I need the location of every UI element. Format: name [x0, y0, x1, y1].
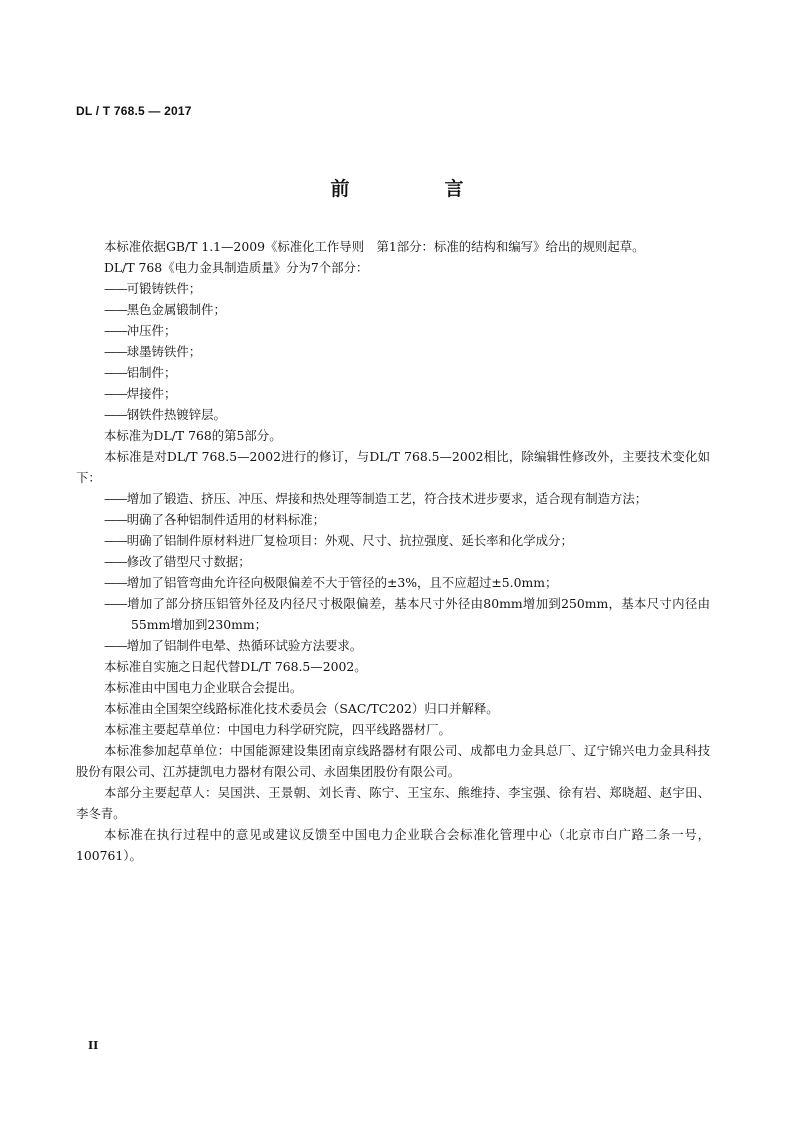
list-item-text: 冲压件；: [126, 323, 177, 338]
feedback-paragraph: 本标准在执行过程中的意见或建议反馈至中国电力企业联合会标准化管理中心（北京市白广路二条一号，100761）。: [76, 827, 710, 863]
dash-prefix: ——: [104, 575, 127, 590]
dash-prefix: ——: [104, 533, 127, 548]
list-item-text: 修改了错型尺寸数据；: [126, 554, 251, 569]
part-statement-paragraph: 本标准为DL/T 768的第5部分。: [104, 428, 282, 443]
list-item-text: 增加了部分挤压铝管外径及内径尺寸极限偏差，基本尺寸外径由80mm增加到250mm，基本尺寸内径由55mm增加到230mm；: [126, 596, 710, 632]
list-item: [76, 572, 710, 593]
dash-prefix: ——: [104, 344, 127, 359]
list-item: [76, 320, 710, 341]
dash-prefix: ——: [104, 386, 127, 401]
parts-intro-paragraph: DL/T 768《电力金具制造质量》分为7个部分：: [104, 260, 369, 275]
list-item-text: 黑色金属锻制件；: [126, 302, 226, 317]
replacement-paragraph: 本标准自实施之日起代替DL/T 768.5—2002。: [104, 659, 367, 674]
basis-paragraph: 本标准依据GB/T 1.1—2009《标准化工作导则 第1部分：标准的结构和编写》给出的规则起草。: [104, 239, 645, 254]
changes-list: [76, 488, 710, 656]
page-number: II: [88, 1039, 99, 1052]
list-item-text: 可锻铸铁件；: [126, 281, 202, 296]
dash-prefix: ——: [104, 407, 127, 422]
parts-list: [76, 278, 710, 425]
drafters-paragraph: 本部分主要起草人：吴国洪、王景朝、刘长青、陈宁、王宝东、熊维持、李宝强、徐有岩、郑晓超、赵宇田、李冬青。: [76, 785, 710, 821]
list-item: [76, 341, 710, 362]
list-item: [76, 530, 710, 551]
revision-intro-paragraph: 本标准是对DL/T 768.5—2002进行的修订，与DL/T 768.5—2002相比，除编辑性修改外，主要技术变化如下：: [76, 449, 710, 485]
foreword-body: [76, 236, 710, 866]
dash-prefix: ——: [104, 512, 127, 527]
foreword-title: 前 言: [330, 178, 502, 200]
list-item: [76, 362, 710, 383]
list-item: [76, 635, 710, 656]
list-item-text: 增加了铝管弯曲允许径向极限偏差不大于管径的±3%，且不应超过±5.0mm；: [126, 575, 558, 590]
dash-prefix: ——: [104, 554, 127, 569]
list-item-text: 铝制件；: [126, 365, 177, 380]
main-drafter-paragraph: 本标准主要起草单位：中国电力科学研究院，四平线路器材厂。: [104, 722, 451, 737]
list-item: [76, 404, 710, 425]
list-item: [76, 488, 710, 509]
list-item: [76, 509, 710, 530]
list-item: [76, 299, 710, 320]
list-item-text: 增加了铝制件电晕、热循环试验方法要求。: [126, 638, 363, 653]
dash-prefix: ——: [104, 638, 127, 653]
dash-prefix: ——: [104, 596, 127, 611]
list-item-text: 焊接件；: [126, 386, 177, 401]
document-code: DL / T 768.5 — 2017: [76, 104, 192, 118]
committee-paragraph: 本标准由全国架空线路标准化技术委员会（SAC/TC202）归口并解释。: [104, 701, 499, 716]
list-item-text: 明确了各种铝制件适用的材料标准；: [126, 512, 326, 527]
participating-drafters-paragraph: 本标准参加起草单位：中国能源建设集团南京线路器材有限公司、成都电力金具总厂、辽宁锦兴电力金具科技股份有限公司、江苏捷凯电力器材有限公司、永固集团股份有限公司。: [76, 743, 710, 779]
proposer-paragraph: 本标准由中国电力企业联合会提出。: [104, 680, 303, 695]
dash-prefix: ——: [104, 365, 127, 380]
list-item: [76, 593, 710, 635]
list-item-text: 增加了锻造、挤压、冲压、焊接和热处理等制造工艺，符合技术进步要求，适合现有制造方法；: [126, 491, 648, 506]
list-item: [76, 383, 710, 404]
list-item-text: 明确了铝制件原材料进厂复检项目：外观、尺寸、抗拉强度、延长率和化学成分；: [126, 533, 573, 548]
list-item-text: 钢铁件热镀锌层。: [126, 407, 226, 422]
dash-prefix: ——: [104, 323, 127, 338]
list-item: [76, 551, 710, 572]
dash-prefix: ——: [104, 281, 127, 296]
dash-prefix: ——: [104, 491, 127, 506]
list-item-text: 球墨铸铁件；: [126, 344, 202, 359]
list-item: [76, 278, 710, 299]
dash-prefix: ——: [104, 302, 127, 317]
